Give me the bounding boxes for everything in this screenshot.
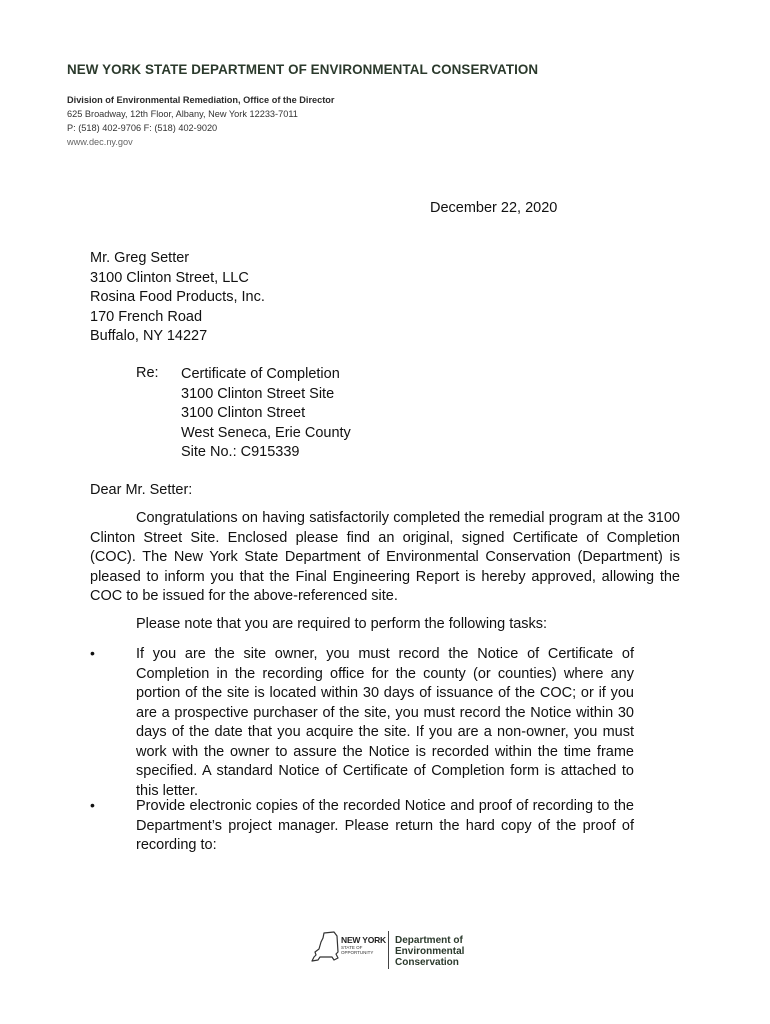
body-paragraph: Congratulations on having satisfactorily completed the remedial program at the 3100 Clinton Street Site. Enclosed please find an original, signed Certificate of Completion (COC). The New York State Department of Environmental Conservation (Department) is pleased to inform you that the Final Engineering Report is hereby approved, allowing the COC to be issued for the above-referenced site. bbox=[90, 510, 680, 604]
division-name: Division of Environmental Remediation, Office of the Director bbox=[67, 95, 335, 105]
task-item: If you are the site owner, you must record the Notice of Certificate of Completion in the recording office for the county (or counties) where any portion of the site is located within 30 days of issuance of the COC; or if you are a prospective purchaser of the site, you must record the Notice within 30 days of the date that you acquire the site. If you are a non-owner, you must work with the owner to assure the Notice is recorded within the time frame specified. A standard Notice of Certificate of Completion form is attached to this letter. bbox=[136, 646, 634, 799]
agency-name: NEW YORK STATE DEPARTMENT OF ENVIRONMENTAL CONSERVATION bbox=[67, 62, 539, 77]
logo-divider bbox=[388, 931, 389, 969]
re-line: West Seneca, Erie County bbox=[181, 424, 351, 441]
letter-date: December 22, 2020 bbox=[430, 200, 558, 216]
re-subject bbox=[181, 365, 351, 463]
recipient-line: Mr. Greg Setter bbox=[90, 250, 190, 266]
re-line: 3100 Clinton Street Site bbox=[181, 385, 335, 402]
office-phone-fax: P: (518) 402-9706 F: (518) 402-9020 bbox=[67, 123, 218, 133]
recipient-address bbox=[90, 249, 265, 347]
footer-logo bbox=[310, 930, 470, 970]
task-item: Provide electronic copies of the recorded Notice and proof of recording to the Department’s project manager. Please return the hard copy of the proof of recording to: bbox=[136, 798, 634, 853]
ny-state-outline-icon bbox=[310, 930, 340, 968]
ny-logo-tagline: STATE OF OPPORTUNITY bbox=[341, 945, 374, 955]
ny-logo-text: NEW YORK bbox=[341, 935, 386, 945]
recipient-line: Buffalo, NY 14227 bbox=[90, 328, 208, 344]
bullet-marker: • bbox=[90, 645, 95, 661]
salutation: Dear Mr. Setter: bbox=[90, 482, 193, 498]
recipient-line: 170 French Road bbox=[90, 308, 203, 325]
bullet-marker: • bbox=[90, 797, 95, 813]
office-address: 625 Broadway, 12th Floor, Albany, New York 12233-7011 bbox=[67, 109, 298, 119]
body-paragraph: Please note that you are required to perform the following tasks: bbox=[136, 616, 548, 632]
re-line: 3100 Clinton Street bbox=[181, 405, 306, 421]
recipient-line: 3100 Clinton Street, LLC bbox=[90, 269, 249, 286]
recipient-line: Rosina Food Products, Inc. bbox=[90, 289, 265, 305]
website-link[interactable]: www.dec.ny.gov bbox=[67, 137, 133, 147]
re-line: Certificate of Completion bbox=[181, 366, 340, 382]
dept-logo-text: Department of Environmental Conservation bbox=[395, 935, 465, 968]
re-label: Re: bbox=[136, 365, 159, 381]
re-line: Site No.: C915339 bbox=[181, 444, 300, 460]
